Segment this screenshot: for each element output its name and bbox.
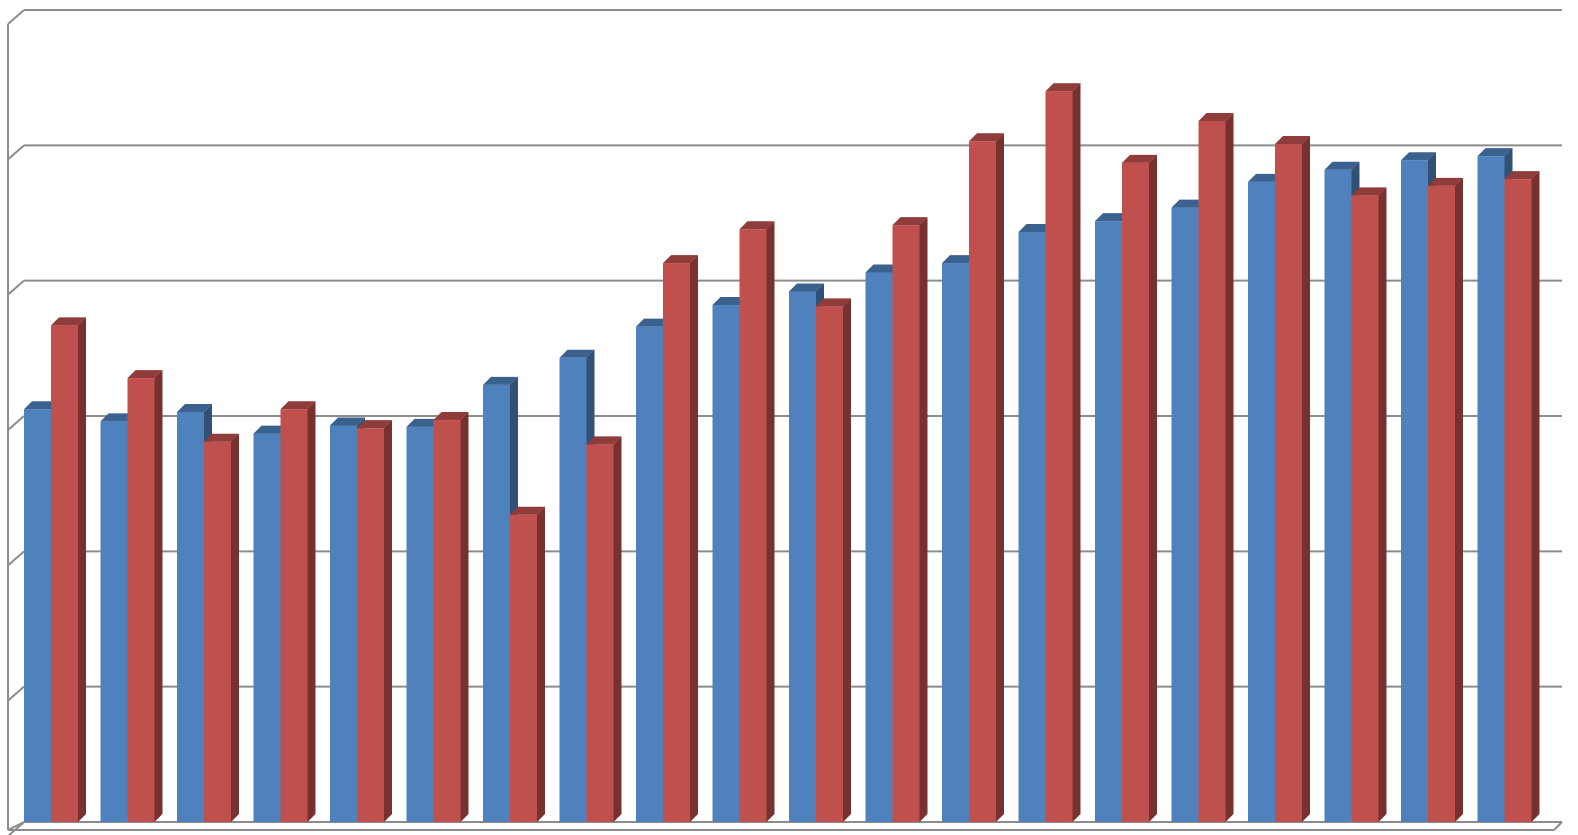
bar-front — [24, 409, 51, 822]
bar — [128, 370, 163, 822]
bar-front — [330, 425, 357, 822]
bar-front — [281, 409, 308, 822]
bar — [893, 217, 928, 822]
bar-front — [942, 263, 969, 822]
bar-front — [1199, 121, 1226, 822]
bar-front — [789, 291, 816, 822]
bar — [1352, 187, 1387, 822]
bar-front — [587, 444, 614, 822]
bar-front — [663, 263, 690, 822]
bar-side — [537, 507, 545, 822]
bar-front — [1505, 179, 1532, 822]
bar-side — [461, 412, 469, 822]
bar-side — [1455, 178, 1463, 822]
bar-front — [1122, 163, 1149, 822]
bar — [1505, 171, 1540, 822]
bar — [1122, 155, 1157, 822]
bar — [1428, 178, 1463, 822]
bar-side — [767, 221, 775, 822]
bars — [24, 83, 1540, 822]
bar-side — [1379, 187, 1387, 822]
bar — [51, 317, 86, 822]
bar — [663, 255, 698, 822]
bar-front — [1248, 182, 1275, 822]
bar-front — [866, 273, 893, 822]
bar-front — [407, 427, 434, 822]
bar-front — [1046, 91, 1073, 822]
bar-front — [510, 515, 537, 822]
bar-side — [1073, 83, 1081, 822]
bar-front — [1478, 156, 1505, 822]
bar-front — [254, 434, 281, 822]
bar-side — [843, 298, 851, 822]
bar-side — [1149, 155, 1157, 822]
bar — [357, 420, 392, 822]
bar-front — [204, 442, 231, 822]
bar-side — [690, 255, 698, 822]
bar-side — [1532, 171, 1540, 822]
bar-front — [51, 325, 78, 822]
bar-front — [1428, 186, 1455, 822]
bar-front — [1325, 170, 1352, 822]
bar — [1046, 83, 1081, 822]
bar — [740, 221, 775, 822]
bar-side — [155, 370, 163, 822]
bar-front — [893, 225, 920, 822]
bar — [204, 434, 239, 822]
bar-front — [1275, 144, 1302, 822]
bar-front — [636, 327, 663, 822]
bar — [969, 133, 1004, 822]
bar — [434, 412, 469, 822]
bar-side — [1302, 136, 1310, 822]
gridline-tick — [8, 551, 24, 565]
bar — [587, 436, 622, 822]
bar-front — [740, 229, 767, 822]
bar-front — [816, 306, 843, 822]
bar-front — [1095, 221, 1122, 822]
gridline-tick — [8, 145, 24, 159]
gridline-tick — [8, 687, 24, 701]
bar — [281, 401, 316, 822]
bar — [1199, 113, 1234, 822]
bar — [816, 298, 851, 822]
bar-front — [1019, 232, 1046, 822]
bar-front — [1172, 208, 1199, 822]
bar-front — [128, 378, 155, 822]
bar — [510, 507, 545, 822]
bar-front — [560, 358, 587, 822]
bar-side — [920, 217, 928, 822]
bar-front — [969, 141, 996, 822]
gridline-tick — [8, 416, 24, 430]
bar-side — [308, 401, 316, 822]
bar-side — [1226, 113, 1234, 822]
bar-front — [1401, 160, 1428, 822]
bar-front — [1352, 195, 1379, 822]
bar-side — [78, 317, 86, 822]
bar-side — [996, 133, 1004, 822]
bar-side — [614, 436, 622, 822]
bar-front — [483, 385, 510, 822]
gridline-tick — [8, 10, 24, 24]
floor-edge-right — [1554, 822, 1562, 830]
bar-front — [101, 421, 128, 822]
bar-side — [384, 420, 392, 822]
bar — [1275, 136, 1310, 822]
bar-front — [713, 305, 740, 822]
bar-front — [357, 428, 384, 822]
bar-front — [177, 412, 204, 822]
bar-side — [231, 434, 239, 822]
gridline-tick — [8, 281, 24, 295]
bar-front — [434, 420, 461, 822]
